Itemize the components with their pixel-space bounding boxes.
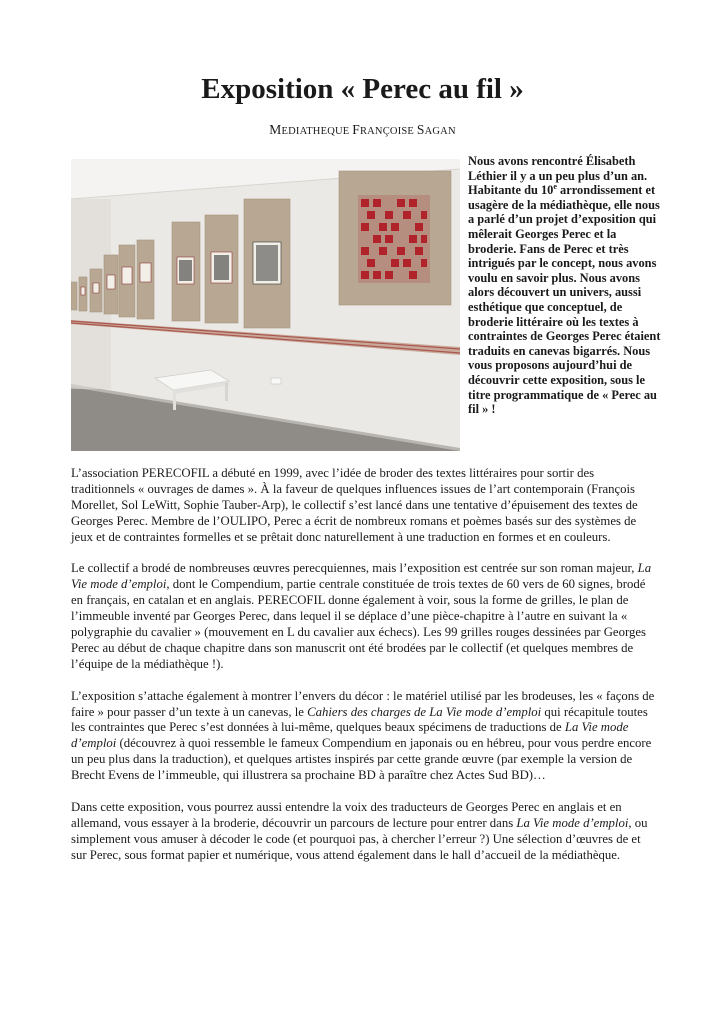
page-title: Exposition « Perec au fil » xyxy=(201,73,524,105)
intro-paragraph: Nous avons rencontré Élisabeth Léthier il y a un peu plus d’un an. Habitante du 10e arrondissement et usagère de la médiathèque, elle nous a parlé d’un projet d’exposition qui mêlerait Georges Perec et la broderie. Fans de Perec et très intrigués par le concept, nous avons voulu en savoir plus. Nous avons alors découvert un univers, aussi esthétique que conceptuel, de broderie littéraire où les textes à contraintes de Georges Perec étaient traduits en canevas bigarrés. Nous vous proposons aujourd’hui de découvrir cette exposition, sous le titre programmatique de « Perec au fil » ! xyxy=(468,154,661,417)
subtitle-venue: MEDIATHEQUE FRANÇOISE SAGAN xyxy=(269,122,456,137)
article-body xyxy=(71,466,657,880)
paragraph-3: L’exposition s’attache également à montrer l’envers du décor : le matériel utilisé par les brodeuses, les « façons de faire » pour passer d’un texte à un canevas, le Cahiers des charges de La Vie mode d’emploi qui récapitule toutes les contraintes que Perec s’est données à lui-même, quelques beaux spécimens de traductions de La Vie mode d’emploi (découvrez à quoi ressemble le fameux Compendium en japonais ou en hébreu, pour vous perdre encore un peu plus dans la traduction), et quelques artistes inspirés par cette grande œuvre (par exemple la version de Brecht Evens de l’immeuble, qui illustrera sa prochaine BD à paraître chez Actes Sud BD)… xyxy=(71,688,655,783)
paragraph-4: Dans cette exposition, vous pourrez aussi entendre la voix des traducteurs de Georges Perec en anglais et en allemand, vous essayer à la broderie, découvrir un parcours de lecture pour entrer dans La Vie mode d’emploi, ou simplement vous amuser à décoder le code (et pourquoi pas, à chercher l’erreur ?) Une sélection d’œuvres de et sur Perec, sous format papier et numérique, vous attend également dans le hall d’accueil de la médiathèque. xyxy=(71,799,648,862)
exhibition-photo xyxy=(71,159,460,451)
paragraph-2: Le collectif a brodé de nombreuses œuvres perecquiennes, mais l’exposition est centrée sur son roman majeur, La Vie mode d’emploi, dont le Compendium, partie centrale constituée de trois textes de 60 vers de 60 signes, brodé en français, en catalan et en anglais. PERECOFIL donne également à voir, sous la forme de grilles, le plan de l’immeuble inventé par Georges Perec, dans lequel il se déplace d’une pièce-chapitre à l’autre en suivant la « polygraphie du cavalier » (mouvement en L du cavalier aux échecs). Les 99 grilles rouges dessinées par Georges Perec au début de chaque chapitre dans son manuscrit ont été brodées par le collectif (et quelques membres de l’équipe de la médiathèque !). xyxy=(71,561,652,671)
paragraph-1: L’association PERECOFIL a débuté en 1999, avec l’idée de broder des textes littéraires pour sortir des traditionnels « ouvrages de dames ». À la faveur de quelques influences issues de l’art contemporain (François Morellet, Sol LeWitt, Sophie Tauber-Arp), le collectif s’est lancé dans une tentative d’épuisement des textes de Georges Perec. Membre de l’OULIPO, Perec a écrit de nombreux romans et poèmes basés sur des systèmes de jeux et de contraintes formelles et se prêtait donc naturellement à une traduction en formes et en couleurs. xyxy=(71,466,638,544)
